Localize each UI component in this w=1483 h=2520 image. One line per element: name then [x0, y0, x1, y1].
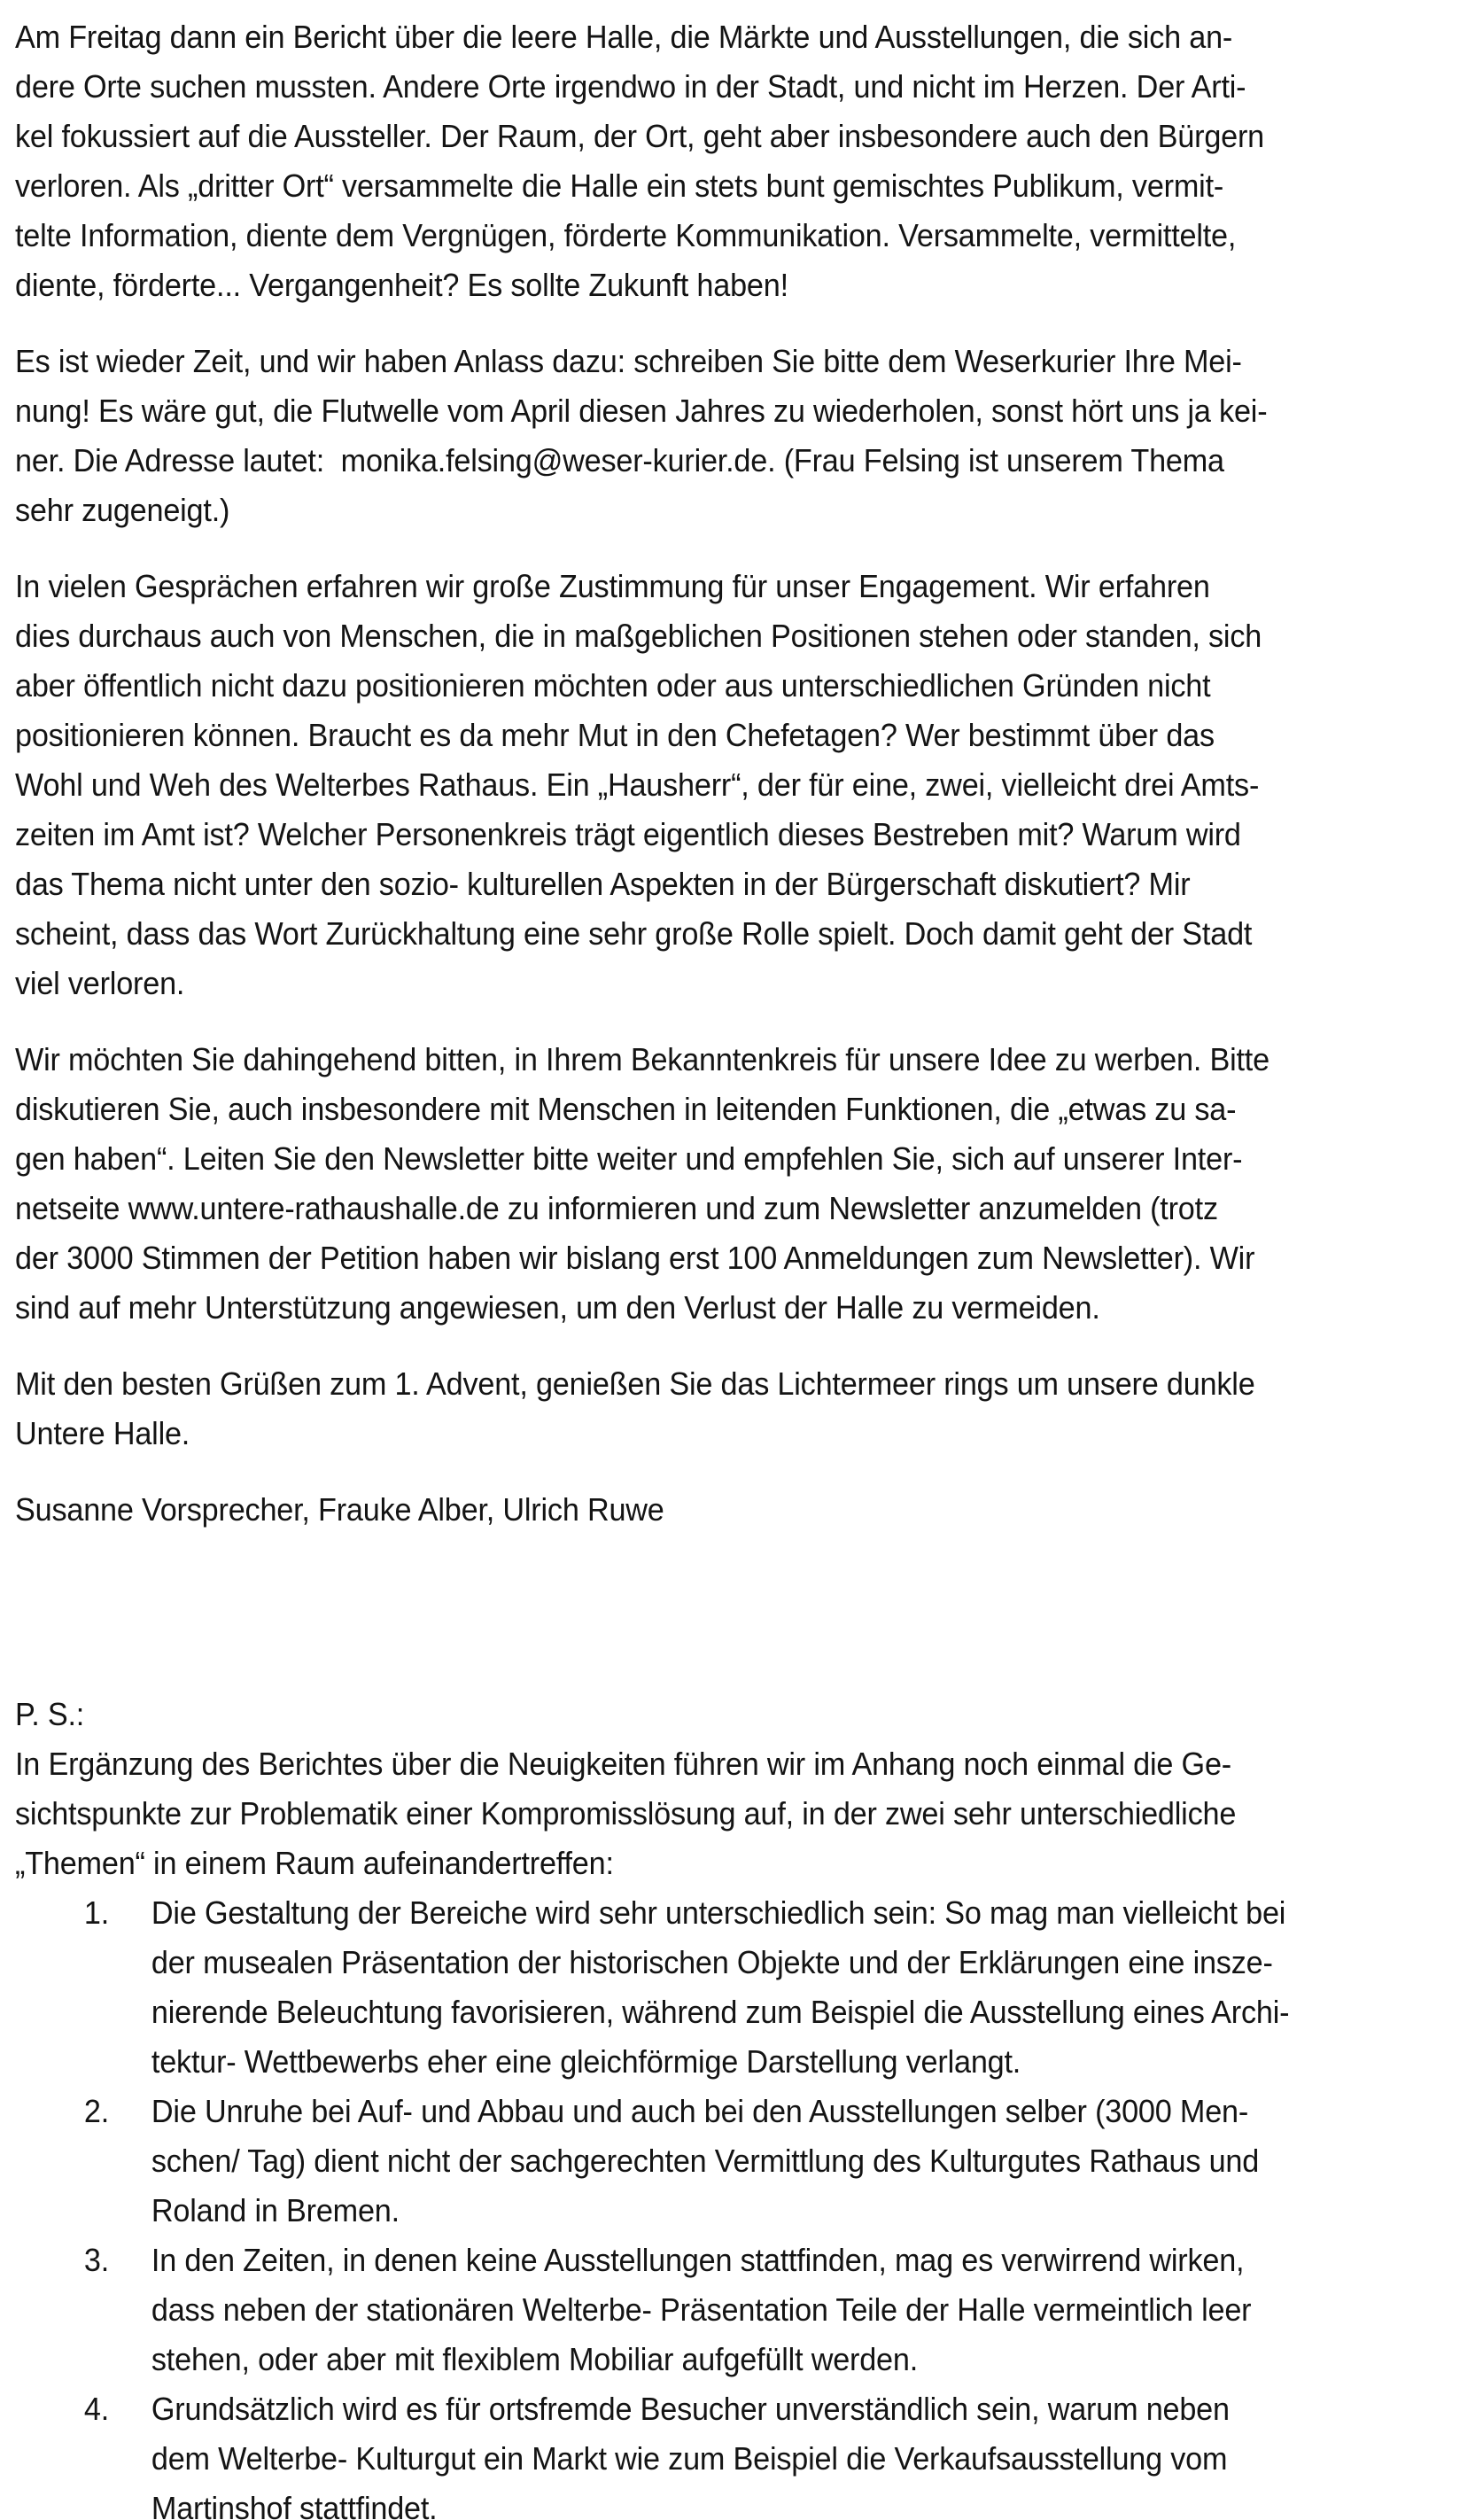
- text-line: Roland in Bremen.: [151, 2192, 400, 2228]
- list-item: [15, 1888, 1479, 2087]
- text-line: stehen, oder aber mit flexiblem Mobiliar aufgefüllt werden.: [151, 2341, 919, 2377]
- text-line: sind auf mehr Unterstützung angewiesen, um den Verlust der Halle zu vermeiden.: [15, 1289, 1100, 1326]
- text-line: telte Information, diente dem Vergnügen, förderte Kommunikation. Versammelte, vermittelte,: [15, 217, 1237, 253]
- text-line: dem Welterbe- Kulturgut ein Markt wie zum Beispiel die Verkaufsausstellung vom: [151, 2440, 1228, 2477]
- text-line: dass neben der stationären Welterbe- Präsentation Teile der Halle vermeintlich leer: [151, 2291, 1252, 2328]
- list-item: [15, 2236, 1479, 2384]
- text-line: P. S.:: [15, 1696, 85, 1732]
- text-line: Die Gestaltung der Bereiche wird sehr unterschiedlich sein: So mag man vielleicht bei: [151, 1894, 1286, 1931]
- postscript-intro: [15, 1690, 1479, 1888]
- text-line: verloren. Als „dritter Ort“ versammelte die Halle ein stets bunt gemischtes Publikum, vermit-: [15, 167, 1224, 204]
- text-line: sichtspunkte zur Problematik einer Kompromisslösung auf, in der zwei sehr unterschiedliche: [15, 1795, 1237, 1832]
- text-line: gen haben“. Leiten Sie den Newsletter bitte weiter und empfehlen Sie, sich auf unserer Inter-: [15, 1140, 1243, 1177]
- text-line: Susanne Vorsprecher, Frauke Alber, Ulrich Ruwe: [15, 1491, 664, 1528]
- text-line: sehr zugeneigt.): [15, 492, 230, 528]
- list-item-number: 3.: [83, 2242, 110, 2278]
- text-line: tektur- Wettbewerbs eher eine gleichförmige Darstellung verlangt.: [151, 2043, 1021, 2080]
- text-line: netseite www.untere-rathaushalle.de zu informieren und zum Newsletter anzumelden (trotz: [15, 1190, 1218, 1226]
- text-line: Wohl und Weh des Welterbes Rathaus. Ein „Hausherr“, der für eine, zwei, vielleicht drei Amts-: [15, 766, 1260, 803]
- paragraph-appeal: [15, 337, 1479, 535]
- text-line: Wir möchten Sie dahingehend bitten, in Ihrem Bekanntenkreis für unsere Idee zu werben. Bitte: [15, 1041, 1269, 1077]
- text-line: das Thema nicht unter den sozio- kulturellen Aspekten in der Bürgerschaft diskutiert? Mir: [15, 866, 1191, 902]
- text-line: Martinshof stattfindet.: [151, 2490, 438, 2520]
- text-line: ner. Die Adresse lautet: monika.felsing@weser-kurier.de. (Frau Felsing ist unserem Thema: [15, 442, 1224, 478]
- text-line: zeiten im Amt ist? Welcher Personenkreis trägt eigentlich dieses Bestreben mit? Warum wird: [15, 816, 1241, 852]
- paragraph-greeting: [15, 1359, 1479, 1458]
- list-item: [15, 2384, 1479, 2520]
- text-line: nung! Es wäre gut, die Flutwelle vom April diesen Jahres zu wiederholen, sonst hört uns ja kei-: [15, 393, 1268, 429]
- text-line: Untere Halle.: [15, 1415, 190, 1451]
- list-item-number: 1.: [83, 1894, 110, 1931]
- text-line: diente, förderte... Vergangenheit? Es sollte Zukunft haben!: [15, 267, 788, 303]
- text-line: nierende Beleuchtung favorisieren, während zum Beispiel die Ausstellung eines Archi-: [151, 1994, 1290, 2030]
- text-line: kel fokussiert auf die Aussteller. Der Raum, der Ort, geht aber insbesondere auch den Bürgern: [15, 118, 1265, 154]
- text-line: In vielen Gesprächen erfahren wir große Zustimmung für unser Engagement. Wir erfahren: [15, 568, 1210, 604]
- letter-body: [15, 12, 1479, 1888]
- text-line: „Themen“ in einem Raum aufeinandertreffen:: [15, 1845, 614, 1881]
- text-line: diskutieren Sie, auch insbesondere mit Menschen in leitenden Funktionen, die „etwas zu sa-: [15, 1091, 1237, 1127]
- list-item-number: 4.: [83, 2391, 110, 2427]
- list-item: [15, 2087, 1479, 2236]
- text-line: In Ergänzung des Berichtes über die Neuigkeiten führen wir im Anhang noch einmal die Ge-: [15, 1746, 1232, 1782]
- text-line: Mit den besten Grüßen zum 1. Advent, genießen Sie das Lichtermeer rings um unsere dunkle: [15, 1365, 1255, 1402]
- text-line: schen/ Tag) dient nicht der sachgerechten Vermittlung des Kulturgutes Rathaus und: [151, 2143, 1260, 2179]
- text-line: In den Zeiten, in denen keine Ausstellungen stattfinden, mag es verwirrend wirken,: [151, 2242, 1245, 2278]
- text-line: dies durchaus auch von Menschen, die in maßgeblichen Positionen stehen oder standen, sich: [15, 618, 1262, 654]
- text-line: scheint, dass das Wort Zurückhaltung eine sehr große Rolle spielt. Doch damit geht der Stadt: [15, 915, 1253, 952]
- text-line: Grundsätzlich wird es für ortsfremde Besucher unverständlich sein, warum neben: [151, 2391, 1230, 2427]
- letter-content: [15, 12, 1479, 2520]
- signature-line: [15, 1485, 1479, 1535]
- postscript-list: [15, 1888, 1479, 2520]
- text-line: der 3000 Stimmen der Petition haben wir bislang erst 100 Anmeldungen zum Newsletter). Wir: [15, 1240, 1255, 1276]
- text-line: dere Orte suchen mussten. Andere Orte irgendwo in der Stadt, und nicht im Herzen. Der Arti-: [15, 68, 1246, 105]
- text-line: Die Unruhe bei Auf- und Abbau und auch bei den Ausstellungen selber (3000 Men-: [151, 2093, 1249, 2129]
- text-line: Am Freitag dann ein Bericht über die leere Halle, die Märkte und Ausstellungen, die sich an-: [15, 19, 1233, 55]
- paragraph-report: [15, 12, 1479, 310]
- text-line: viel verloren.: [15, 965, 185, 1001]
- text-line: aber öffentlich nicht dazu positionieren möchten oder aus unterschiedlichen Gründen nicht: [15, 667, 1211, 704]
- text-line: der musealen Präsentation der historischen Objekte und der Erklärungen eine insze-: [151, 1944, 1273, 1980]
- paragraph-newsletter: [15, 1035, 1479, 1333]
- text-line: positionieren können. Braucht es da mehr Mut in den Chefetagen? Wer bestimmt über das: [15, 717, 1215, 753]
- text-line: Es ist wieder Zeit, und wir haben Anlass dazu: schreiben Sie bitte dem Weserkurier Ihre Mei-: [15, 343, 1242, 379]
- list-item-number: 2.: [83, 2093, 110, 2129]
- paragraph-support: [15, 562, 1479, 1008]
